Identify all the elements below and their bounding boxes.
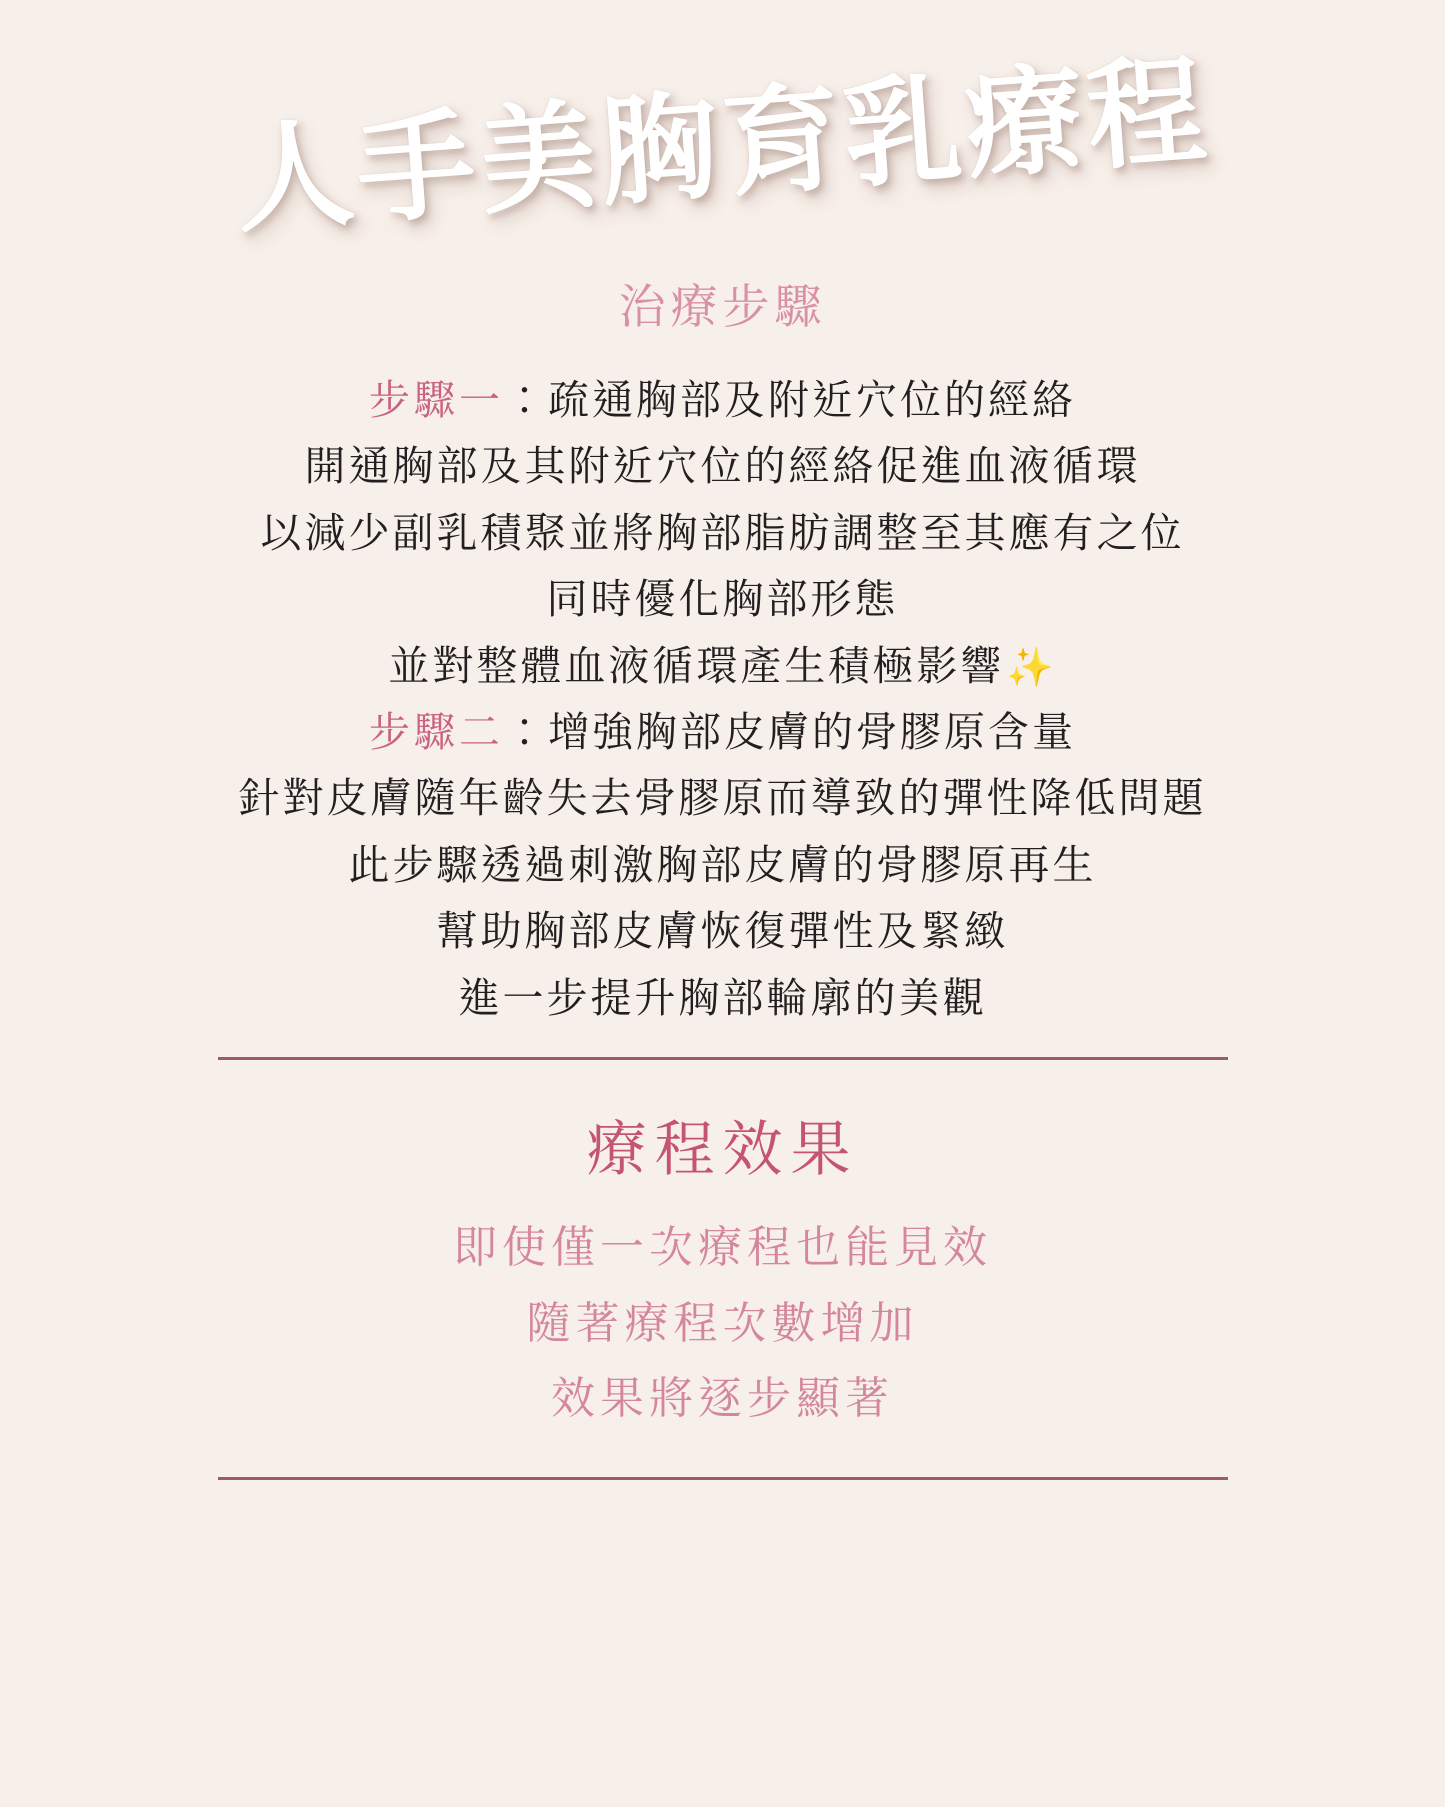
- page-title: 人手美胸育乳療程: [230, 40, 1215, 250]
- step-two-detail-1: 針對皮膚隨年齡失去骨膠原而導致的彈性降低問題: [238, 774, 1207, 823]
- step-one-detail-1: 開通胸部及其附近穴位的經絡促進血液循環: [304, 442, 1141, 491]
- step-two-label: 步驟二: [369, 708, 504, 757]
- poster-title-wrap: [0, 40, 1445, 250]
- step-one-label: 步驟一: [369, 376, 504, 424]
- step-two-text: 增強胸部皮膚的骨膠原含量: [548, 708, 1076, 757]
- effects-section-heading: 療程效果: [586, 1115, 859, 1186]
- sparkle-icon: ✨: [1006, 644, 1057, 689]
- step-one-separator: ：: [504, 376, 548, 424]
- step-one-text: 疏通胸部及附近穴位的經絡: [548, 376, 1076, 424]
- effect-line-1: 即使僅一次療程也能見效: [453, 1222, 992, 1274]
- step-one-detail-2: 以減少副乳積聚並將胸部脂肪調整至其應有之位: [260, 508, 1185, 557]
- divider-bottom: [218, 1477, 1228, 1480]
- step-two-detail-2: 此步驟透過刺激胸部皮膚的骨膠原再生: [348, 840, 1097, 889]
- effects-body: [453, 1210, 992, 1437]
- step-two-detail-3: 幫助胸部皮膚恢復彈性及緊緻: [436, 907, 1009, 956]
- step-two-detail-4: 進一步提升胸部輪廓的美觀: [458, 973, 987, 1022]
- step-one-detail-3: 同時優化胸部形態: [546, 575, 899, 624]
- steps-section-heading: 治療步驟: [618, 280, 827, 335]
- step-two-separator: ：: [504, 708, 548, 757]
- steps-body: [0, 367, 1445, 1031]
- step-two-headline: [0, 699, 1445, 765]
- step-one-detail-4-text: 並對整體血液循環產生積極影響: [388, 641, 1005, 690]
- effect-line-2: 隨著療程次數增加: [526, 1297, 919, 1349]
- divider-top: [218, 1057, 1228, 1060]
- step-one-detail-4: [0, 633, 1445, 699]
- step-one-headline: [0, 367, 1445, 433]
- effect-line-3: 效果將逐步顯著: [551, 1373, 894, 1425]
